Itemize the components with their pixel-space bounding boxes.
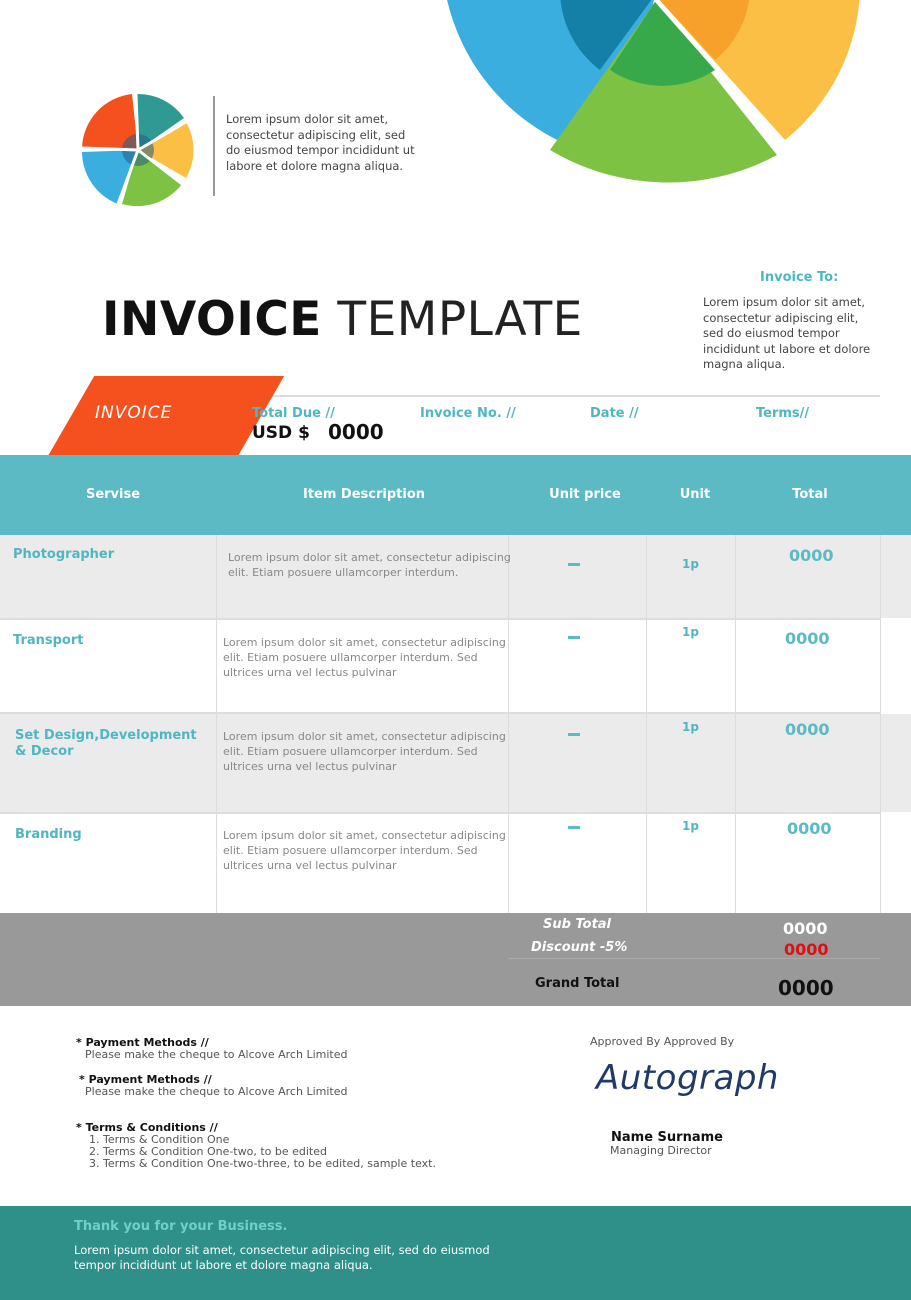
row-unit-price <box>568 636 580 639</box>
row-unit-price <box>568 733 580 736</box>
grand-total-value: 0000 <box>778 976 834 1000</box>
invoice-no-label: Invoice No. // <box>420 406 516 421</box>
total-due-label: Total Due // <box>252 406 335 421</box>
row-service: Branding <box>15 827 82 842</box>
row-total: 0000 <box>789 546 834 565</box>
currency-label: USD $ <box>252 423 310 443</box>
row-unit: 1p <box>682 625 699 639</box>
terms-item: 1. Terms & Condition One <box>89 1133 230 1146</box>
column-divider <box>508 535 509 913</box>
title-bold: INVOICE <box>102 292 322 347</box>
row-description: Lorem ipsum dolor sit amet, consectetur adipiscing elit. Etiam posuere ullamcorper interdum. <box>228 551 511 579</box>
row-description: Lorem ipsum dolor sit amet, consectetur adipiscing elit. Etiam posuere ullamcorper interdum. Sed ultrices urna vel lectus pulvinar <box>223 730 506 773</box>
row-description: Lorem ipsum dolor sit amet, consectetur adipiscing elit. Etiam posuere ullamcorper interdum. Sed ultrices urna vel lectus pulvinar <box>223 829 506 872</box>
row-unit: 1p <box>682 720 699 734</box>
intro-text: Lorem ipsum dolor sit amet, consectetur adipiscing elit, sed do eiusmod tempor incididunt ut labore et dolore magna aliqua. <box>226 112 415 173</box>
totals-band <box>0 913 911 1006</box>
invoice-badge-label: INVOICE <box>95 403 173 423</box>
row-divider <box>0 618 880 620</box>
invoice-to-text: Lorem ipsum dolor sit amet, consectetur adipiscing elit, sed do eiusmod tempor incididunt ut labore et dolore magna aliqua. <box>703 295 871 371</box>
column-divider <box>735 535 736 913</box>
column-header-total: Total <box>792 487 828 502</box>
row-service: Transport <box>13 633 84 648</box>
date-label: Date // <box>590 406 639 421</box>
row-unit-price <box>568 563 580 566</box>
invoice-to-label: Invoice To: <box>760 270 839 285</box>
payment-methods-text: Please make the cheque to Alcove Arch Limited <box>85 1085 348 1098</box>
row-total: 0000 <box>785 629 830 648</box>
thanks-text: Thank you for your Business. <box>74 1219 288 1234</box>
footer-text: Lorem ipsum dolor sit amet, consectetur adipiscing elit, sed do eiusmod tempor incididunt ut labore et dolore magna aliqua. <box>74 1243 490 1272</box>
terms-item: 3. Terms & Condition One-two-three, to be edited, sample text. <box>89 1157 436 1170</box>
terms-item: 2. Terms & Condition One-two, to be edited <box>89 1145 327 1158</box>
row-service: Set Design,Development & Decor <box>15 728 197 759</box>
column-header-description: Item Description <box>302 487 426 502</box>
signer-role: Managing Director <box>610 1144 712 1157</box>
payment-methods-heading: * Payment Methods // <box>79 1073 212 1086</box>
page-title <box>102 292 583 347</box>
summary-divider <box>245 395 880 397</box>
column-divider <box>216 535 217 913</box>
large-pie-graphic <box>440 0 870 215</box>
column-header-unit-price: Unit price <box>549 487 621 502</box>
payment-methods-text: Please make the cheque to Alcove Arch Limited <box>85 1048 348 1061</box>
total-due-value: 0000 <box>328 420 384 444</box>
discount-value: 0000 <box>784 940 829 959</box>
row-unit-price <box>568 826 580 829</box>
row-unit: 1p <box>682 557 699 571</box>
row-service: Photographer <box>13 547 115 562</box>
subtotal-value: 0000 <box>783 919 828 938</box>
row-total: 0000 <box>787 819 832 838</box>
header-divider <box>213 96 215 196</box>
signature: Autograph <box>596 1058 779 1098</box>
subtotal-label: Sub Total <box>543 917 612 932</box>
terms-label: Terms// <box>756 406 810 421</box>
signer-name: Name Surname <box>611 1130 723 1145</box>
small-pie-graphic <box>78 90 198 210</box>
column-header-service: Servise <box>85 487 141 502</box>
grand-total-label: Grand Total <box>535 976 620 991</box>
payment-methods-heading: * Payment Methods // <box>76 1036 209 1049</box>
row-divider <box>0 712 880 714</box>
column-divider <box>646 535 647 913</box>
terms-heading: * Terms & Conditions // <box>76 1121 218 1134</box>
row-total: 0000 <box>785 720 830 739</box>
column-header-unit: Unit <box>679 487 711 502</box>
column-divider <box>880 535 881 913</box>
title-light: TEMPLATE <box>337 292 583 347</box>
discount-label: Discount -5% <box>531 940 628 955</box>
row-divider <box>0 812 880 814</box>
row-unit: 1p <box>682 819 699 833</box>
approved-by-label: Approved By Approved By <box>590 1035 735 1048</box>
row-description: Lorem ipsum dolor sit amet, consectetur adipiscing elit. Etiam posuere ullamcorper interdum. Sed ultrices urna vel lectus pulvinar <box>223 636 506 679</box>
